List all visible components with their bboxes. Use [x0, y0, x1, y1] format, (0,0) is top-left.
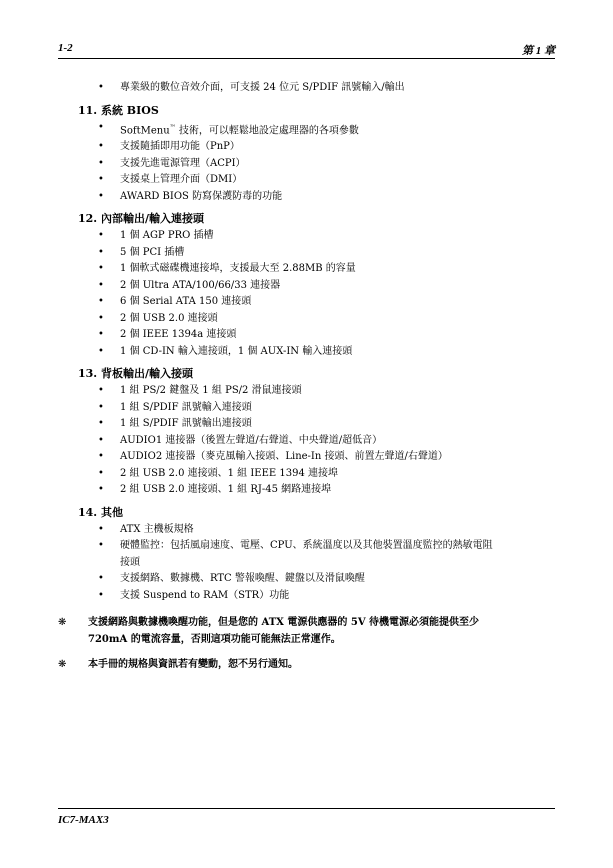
note-wakeup — [58, 614, 555, 648]
list-item: • 支援桌上管理介面（DMI） — [58, 172, 555, 189]
chapter-label: 第 1 章 — [522, 45, 555, 57]
list-item: • 1 個 AGP PRO 插槽 — [58, 228, 555, 245]
list-item: • 2 個 USB 2.0 連接頭 — [58, 311, 555, 328]
list-item: • 1 組 S/PDIF 訊號輸入連接頭 — [58, 400, 555, 417]
softmenu-rest: 技術，可以輕鬆地設定處理器的各項參數 — [175, 124, 359, 136]
section-title-rear-io: 13. 背板輸出/輸入接頭 — [78, 367, 193, 381]
model-name: IC7-MAX3 — [58, 814, 109, 826]
list-item: • 1 組 PS/2 鍵盤及 1 組 PS/2 滑鼠連接頭 — [58, 383, 555, 400]
list-item: • 支援先進電源管理（ACPI） — [58, 156, 555, 173]
page-footer — [58, 808, 555, 826]
other-list — [58, 522, 555, 605]
list-item-line: • 硬體監控：包括風扇速度、電壓、CPU、系統溫度以及其他裝置溫度監控的熱敏電阻 — [120, 540, 493, 552]
list-item-line: 接頭 — [120, 556, 140, 568]
list-item: • AUDIO1 連接器（後置左聲道/右聲道、中央聲道/超低音） — [58, 433, 555, 450]
page-header — [58, 38, 555, 59]
list-item: • 1 個 CD-IN 輸入連接頭，1 個 AUX-IN 輸入連接頭 — [58, 344, 555, 361]
list-item: • 2 組 USB 2.0 連接頭、1 組 IEEE 1394 連接埠 — [58, 466, 555, 483]
trademark-mark: ™ — [169, 123, 176, 131]
bios-list — [58, 120, 555, 206]
spec-content — [58, 80, 555, 673]
list-item — [58, 120, 555, 140]
list-item: • 2 個 IEEE 1394a 連接頭 — [58, 327, 555, 344]
softmenu-text: SoftMenu — [120, 124, 170, 136]
list-item: • 5 個 PCI 插槽 — [58, 245, 555, 262]
page-number: 1-2 — [58, 42, 73, 54]
note-line: 本手冊的規格與資訊若有變動，恕不另行通知。 — [88, 659, 298, 671]
section-title-internal-io: 12. 內部輸出/輸入連接頭 — [78, 212, 204, 226]
list-item: • AUDIO2 連接器（麥克風輸入接頭、Line-In 接頭、前置左聲道/右聲道） — [58, 449, 555, 466]
section-title-bios: 11. 系統 BIOS — [78, 103, 159, 117]
list-item: • 1 組 S/PDIF 訊號輸出連接頭 — [58, 416, 555, 433]
intro-list — [58, 80, 555, 97]
asterism-icon: ❋ — [58, 617, 67, 629]
list-item: • 6 個 Serial ATA 150 連接頭 — [58, 294, 555, 311]
list-item: • AWARD BIOS 防寫保護防毒的功能 — [58, 189, 555, 206]
internal-io-list — [58, 228, 555, 360]
note-line: 720mA 的電流容量，否則這項功能可能無法正常運作。 — [88, 634, 341, 646]
section-title-other: 14. 其他 — [78, 505, 123, 519]
list-item: • 支援 Suspend to RAM（STR）功能 — [58, 588, 555, 605]
list-item: • 支援網路、數據機、RTC 警報喚醒、鍵盤以及滑鼠喚醒 — [58, 571, 555, 588]
list-item: • 2 組 USB 2.0 連接頭、1 組 RJ-45 網路連接埠 — [58, 482, 555, 499]
note-line: 支援網路與數據機喚醒功能，但是您的 ATX 電源供應器的 5V 待機電源必須能提供至少 — [88, 617, 480, 629]
list-item: • 支援隨插即用功能（PnP） — [58, 139, 555, 156]
list-item: • ATX 主機板規格 — [58, 522, 555, 539]
list-item — [58, 538, 555, 571]
note-disclaimer — [58, 656, 555, 673]
list-item: • 1 個軟式磁碟機連接埠，支援最大至 2.88MB 的容量 — [58, 261, 555, 278]
rear-io-list — [58, 383, 555, 499]
asterism-icon: ❋ — [58, 659, 67, 671]
list-item: • 2 個 Ultra ATA/100/66/33 連接器 — [58, 278, 555, 295]
list-item: • 專業級的數位音效介面，可支援 24 位元 S/PDIF 訊號輸入/輸出 — [58, 80, 555, 97]
